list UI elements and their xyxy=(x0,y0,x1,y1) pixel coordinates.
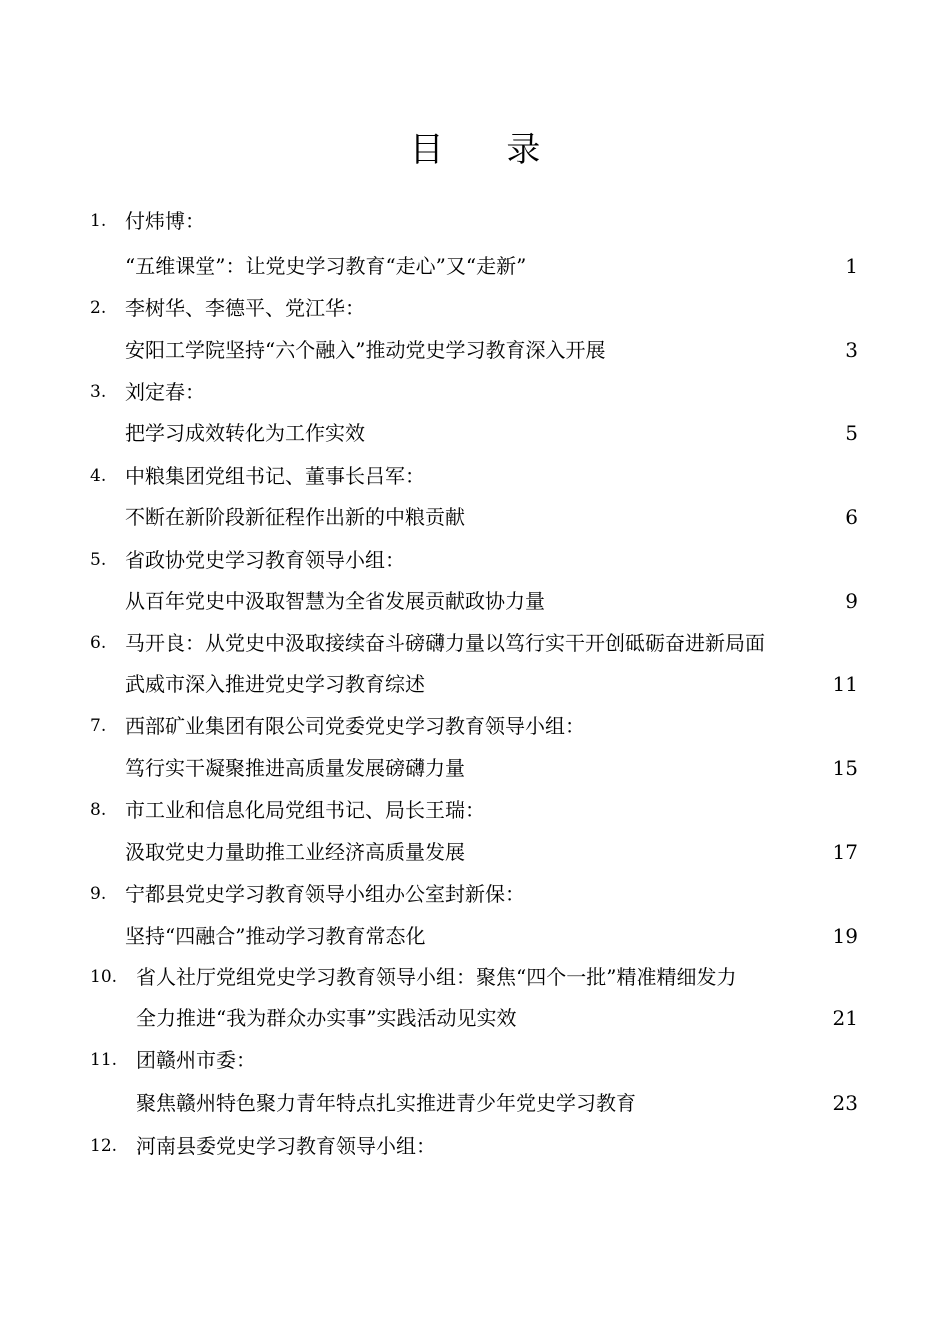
entry-number: 5. xyxy=(90,550,107,570)
entry-author: 省人社厅党组党史学习教育领导小组：聚焦“四个一批”精准精细发力 xyxy=(136,965,737,989)
entry-author: 刘定春： xyxy=(125,380,205,404)
toc-entry-11-head xyxy=(0,1045,950,1075)
toc-entry-4-head xyxy=(0,461,950,491)
entry-author: 河南县委党史学习教育领导小组： xyxy=(136,1134,436,1158)
entry-page-number: 17 xyxy=(832,840,858,864)
toc-entry-7-title[interactable] xyxy=(0,753,950,783)
toc-entry-1-title[interactable] xyxy=(0,251,950,281)
toc-title: 目 录 xyxy=(409,130,567,170)
entry-subtitle: 把学习成效转化为工作实效 xyxy=(125,421,365,445)
entry-subtitle: 安阳工学院坚持“六个融入”推动党史学习教育深入开展 xyxy=(125,338,606,362)
toc-entry-5-title[interactable] xyxy=(0,586,950,616)
entry-number: 6. xyxy=(90,633,107,653)
entry-number: 11. xyxy=(90,1050,118,1070)
toc-entry-12-head xyxy=(0,1131,950,1161)
entry-page-number: 5 xyxy=(845,421,858,445)
entry-subtitle: 全力推进“我为群众办实事”实践活动见实效 xyxy=(136,1006,517,1030)
entry-number: 12. xyxy=(90,1136,118,1156)
entry-page-number: 21 xyxy=(832,1006,858,1030)
toc-entry-8-title[interactable] xyxy=(0,837,950,867)
toc-entry-10-head xyxy=(0,962,950,992)
entry-number: 1. xyxy=(90,211,107,231)
entry-subtitle: 坚持“四融合”推动学习教育常态化 xyxy=(125,924,426,948)
entry-author: 市工业和信息化局党组书记、局长王瑞： xyxy=(125,798,485,822)
entry-author: 中粮集团党组书记、董事长吕军： xyxy=(125,464,425,488)
toc-entry-9-head xyxy=(0,879,950,909)
toc-entry-6-title[interactable] xyxy=(0,669,950,699)
entry-number: 2. xyxy=(90,298,107,318)
entry-number: 9. xyxy=(90,884,107,904)
entry-subtitle: 汲取党史力量助推工业经济高质量发展 xyxy=(125,840,465,864)
toc-entry-11-title[interactable] xyxy=(0,1088,950,1118)
entry-page-number: 11 xyxy=(832,672,858,696)
toc-entry-3-head xyxy=(0,377,950,407)
toc-entry-3-title[interactable] xyxy=(0,418,950,448)
entry-subtitle: 武威市深入推进党史学习教育综述 xyxy=(125,672,425,696)
entry-subtitle: 从百年党史中汲取智慧为全省发展贡献政协力量 xyxy=(125,589,545,613)
entry-author: 西部矿业集团有限公司党委党史学习教育领导小组： xyxy=(125,714,585,738)
entry-author: 李树华、李德平、党江华： xyxy=(125,296,365,320)
entry-page-number: 1 xyxy=(845,254,858,278)
entry-page-number: 3 xyxy=(845,338,858,362)
entry-number: 7. xyxy=(90,716,107,736)
entry-subtitle: “五维课堂”：让党史学习教育“走心”又“走新” xyxy=(125,254,527,278)
toc-entry-8-head xyxy=(0,795,950,825)
entry-page-number: 15 xyxy=(832,756,858,780)
toc-entry-2-head xyxy=(0,293,950,323)
entry-number: 3. xyxy=(90,382,107,402)
entry-page-number: 23 xyxy=(832,1091,858,1115)
toc-entry-6-head xyxy=(0,628,950,658)
toc-entry-7-head xyxy=(0,711,950,741)
toc-entry-4-title[interactable] xyxy=(0,502,950,532)
entry-author: 马开良：从党史中汲取接续奋斗磅礴力量以笃行实干开创砥砺奋进新局面 xyxy=(125,631,765,655)
toc-entry-1-head xyxy=(0,206,950,236)
entry-subtitle: 聚焦赣州特色聚力青年特点扎实推进青少年党史学习教育 xyxy=(136,1091,636,1115)
entry-author: 宁都县党史学习教育领导小组办公室封新保： xyxy=(125,882,525,906)
entry-number: 4. xyxy=(90,466,107,486)
entry-number: 10. xyxy=(90,967,118,987)
entry-number: 8. xyxy=(90,800,107,820)
toc-entry-5-head xyxy=(0,545,950,575)
entry-subtitle: 笃行实干凝聚推进高质量发展磅礴力量 xyxy=(125,756,465,780)
toc-entry-10-title[interactable] xyxy=(0,1003,950,1033)
entry-author: 省政协党史学习教育领导小组： xyxy=(125,548,405,572)
entry-page-number: 9 xyxy=(845,589,858,613)
entry-page-number: 6 xyxy=(845,505,858,529)
toc-entry-9-title[interactable] xyxy=(0,921,950,951)
entry-page-number: 19 xyxy=(832,924,858,948)
toc-entry-2-title[interactable] xyxy=(0,335,950,365)
entry-author: 付炜博： xyxy=(125,209,205,233)
entry-author: 团赣州市委： xyxy=(136,1048,256,1072)
entry-subtitle: 不断在新阶段新征程作出新的中粮贡献 xyxy=(125,505,465,529)
